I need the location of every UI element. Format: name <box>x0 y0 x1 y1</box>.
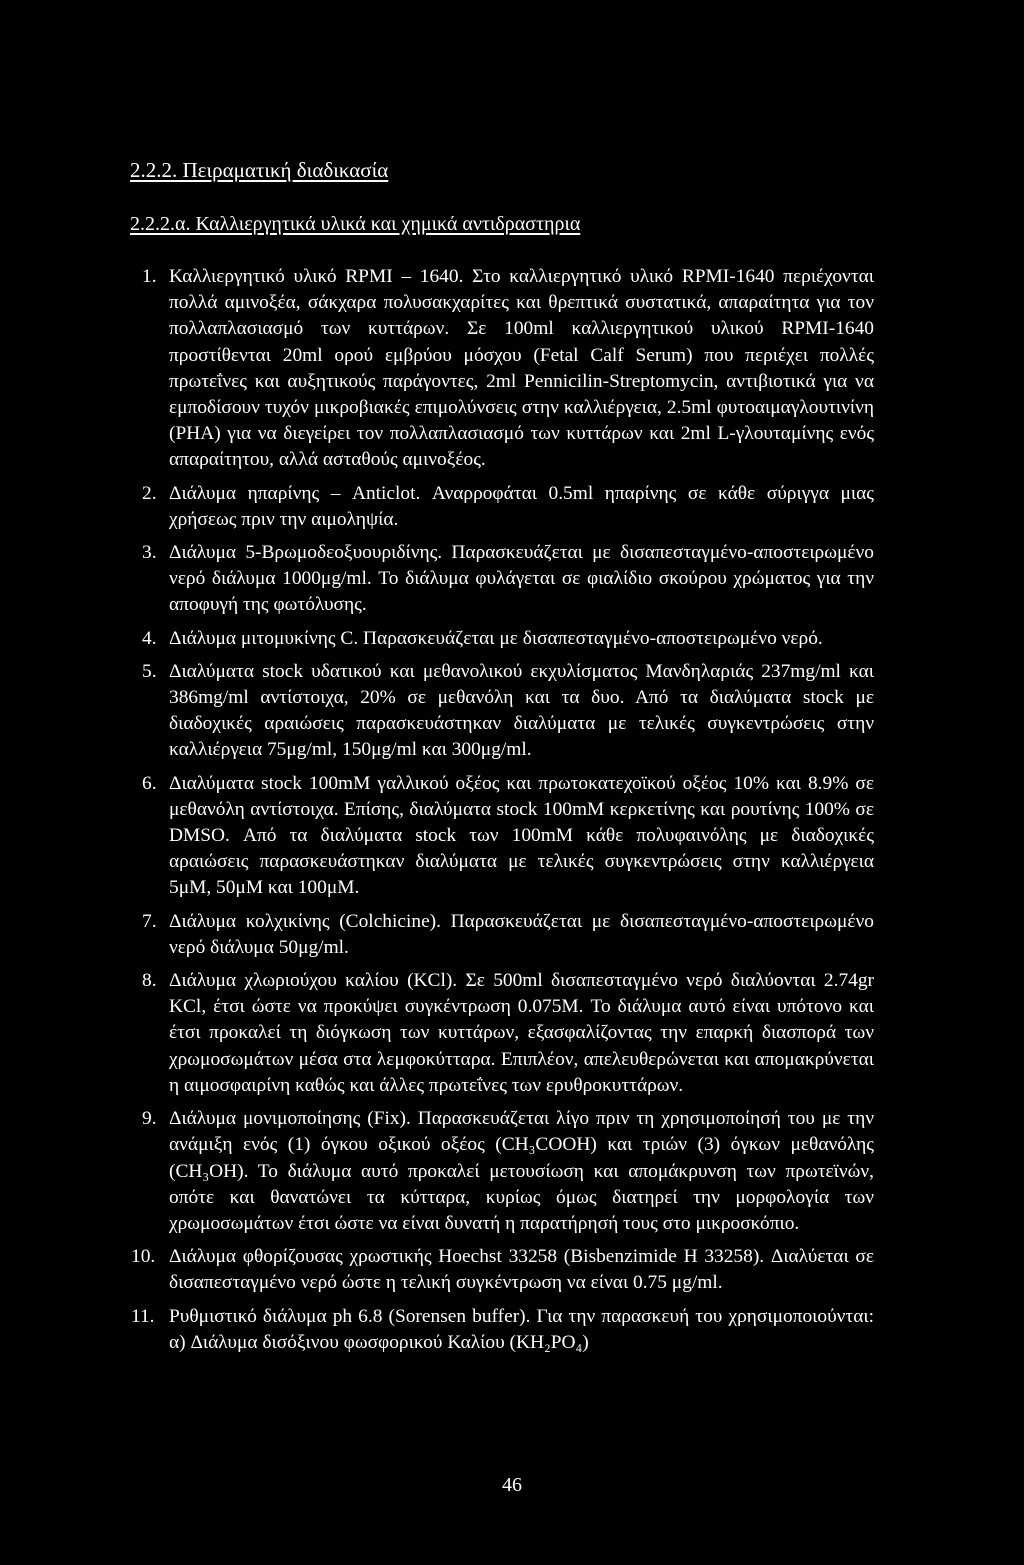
list-item <box>0 1244 874 1296</box>
list-item-number: 7. <box>142 910 157 932</box>
list-item <box>0 540 874 619</box>
list-item <box>0 626 874 652</box>
list-item-text: Διαλύματα stock 100mM γαλλικού οξέος και πρωτοκατεχοϊκού οξέος 10% και 8.9% σε μεθανόλη αντίστοιχα. Επίσης, διαλύματα stock 100mM κερκετίνης και ρουτίνης 100% σε DMSO. Από τα διαλύματα stock των 100mM κάθε πολυφαινόλης με διαδοχικές αραιώσεις παρασκευάστηκαν διαλύματα με τελικές συγκεντρώσεις στην καλλιέργεια 5μM, 50μM και 100μM. <box>169 772 874 899</box>
list-item-number: 4. <box>142 627 157 649</box>
list-item <box>0 1304 874 1356</box>
list-item <box>0 1106 874 1237</box>
list-item-text: Διάλυμα ηπαρίνης – Anticlot. Αναρροφάται 0.5ml ηπαρίνης σε κάθε σύριγγα μιας χρήσεως πριν την αιμοληψία. <box>169 482 874 530</box>
list-item-number: 2. <box>142 482 157 504</box>
list-item-text: Διάλυμα κολχικίνης (Colchicine). Παρασκευάζεται με δισαπεσταγμένο-αποστειρωμένο νερό διάλυμα 50μg/ml. <box>169 910 874 958</box>
list-item-number: 5. <box>142 660 157 682</box>
list-item <box>0 909 874 961</box>
list-item-number: 9. <box>142 1108 157 1130</box>
reagent-list <box>0 264 1024 1363</box>
list-item <box>0 968 874 1099</box>
list-item-text: Ρυθμιστικό διάλυμα ph 6.8 (Sorensen buffer). Για την παρασκευή του χρησιμοποιούνται: α) Διάλυμα δισόξινου φωσφορικού Καλίου (KH₂PO₄) <box>169 1305 874 1353</box>
list-item-number: 1. <box>142 266 157 287</box>
page-number: 46 <box>502 1474 522 1496</box>
list-item-number: 6. <box>142 772 157 794</box>
list-item-text: Διάλυμα μονιμοποίησης (Fix). Παρασκευάζεται λίγο πριν τη χρησιμοποίησή του με την ανάμιξη ενός (1) όγκου οξικού οξέος (CH₃COOH) και τριών (3) όγκων μεθανόλης (CH₃OH). Το διάλυμα αυτό προκαλεί μετουσίωση και απομάκρυνση των πρωτεϊνών, οπότε και θανατώνει τα κύτταρα, κυρίως όμως διατηρεί την μορφολογία των χρωμοσωμάτων έτσι ώστε να είναι δυνατή η παρατήρησή τους στο μικροσκόπιο. <box>169 1108 874 1234</box>
list-item-number: 3. <box>142 542 157 564</box>
list-item <box>0 264 874 474</box>
list-item-text: Διαλύματα stock υδατικού και μεθανολικού εκχυλίσματος Μανδηλαριάς 237mg/ml και 386mg/ml αντίστοιχα, 20% σε μεθανόλη και τα δυο. Από τα διαλύματα stock με διαδοχικές αραιώσεις παρασκευάστηκαν διαλύματα με τελικές συγκεντρώσεις στην καλλιέργεια 75μg/ml, 150μg/ml και 300μg/ml. <box>169 660 874 761</box>
list-item-text: Διάλυμα φθορίζουσας χρωστικής Hoechst 33258 (Bisbenzimide H 33258). Διαλύεται σε δισαπεσταγμένο νερό ώστε η τελική συγκέντρωση να είναι 0.75 μg/ml. <box>169 1246 874 1294</box>
subsection-heading: 2.2.2.α. Καλλιεργητικά υλικά και χημικά αντιδραστηρια <box>130 213 581 235</box>
list-item-text: Διάλυμα 5-Βρωμοδεοξυουριδίνης. Παρασκευάζεται με δισαπεσταγμένο-αποστειρωμένο νερό διάλυμα 1000μg/ml. Το διάλυμα φυλάγεται σε φιαλίδιο σκούρου χρώματος για την αποφυγή της φωτόλυσης. <box>169 542 874 616</box>
section-heading: 2.2.2. Πειραματική διαδικασία <box>130 158 389 182</box>
list-item-number: 11. <box>131 1305 155 1327</box>
list-item-number: 8. <box>142 970 157 992</box>
list-item <box>0 481 874 533</box>
list-item-number: 10. <box>131 1246 156 1268</box>
list-item <box>0 659 874 764</box>
list-item-text: Καλλιεργητικό υλικό RPMI – 1640. Στο καλλιεργητικό υλικό RPMI-1640 περιέχονται πολλά αμινοξέα, σάκχαρα πολυσακχαρίτες και θρεπτικά συστατικά, απαραίτητα για τον πολλαπλασιασμό των κυττάρων. Σε 100ml καλλιεργητικού υλικού RPMI-1640 προστίθενται 20ml ορού εμβρύου μόσχου (Fetal Calf Serum) που περιέχει πολλές πρωτεΐνες και αυξητικούς παράγοντες, 2ml Pennicilin-Streptomycin, αντιβιοτικά για να εμποδίσουν τυχόν μικροβιακές επιμολύνσεις στην καλλιέργεια, 2.5ml φυτοαιμαγλουτινίνη (PHA) για να διεγείρει τον πολλαπλασιασμό των κυττάρων και 2ml L-γλουταμίνης ενός απαραίτητου, αλλά ασταθούς αμινοξέος. <box>169 266 874 471</box>
list-item-text: Διάλυμα μιτομυκίνης C. Παρασκευάζεται με δισαπεσταγμένο-αποστειρωμένο νερό. <box>169 627 823 649</box>
list-item <box>0 771 874 902</box>
list-item-text: Διάλυμα χλωριούχου καλίου (KCl). Σε 500ml δισαπεσταγμένο νερό διαλύονται 2.74gr KCl, έτσι ώστε να προκύψει συγκέντρωση 0.075M. Το διάλυμα αυτό είναι υπότονο και έτσι προκαλεί τη διόγκωση των κυττάρων, εξασφαλίζοντας την επαρκή διασπορά των χρωμοσωμάτων μέσα στα λεμφοκύτταρα. Επιπλέον, απελευθερώνεται και απομακρύνεται η αιμοσφαιρίνη καθώς και άλλες πρωτεΐνες των ερυθροκυττάρων. <box>169 970 874 1096</box>
